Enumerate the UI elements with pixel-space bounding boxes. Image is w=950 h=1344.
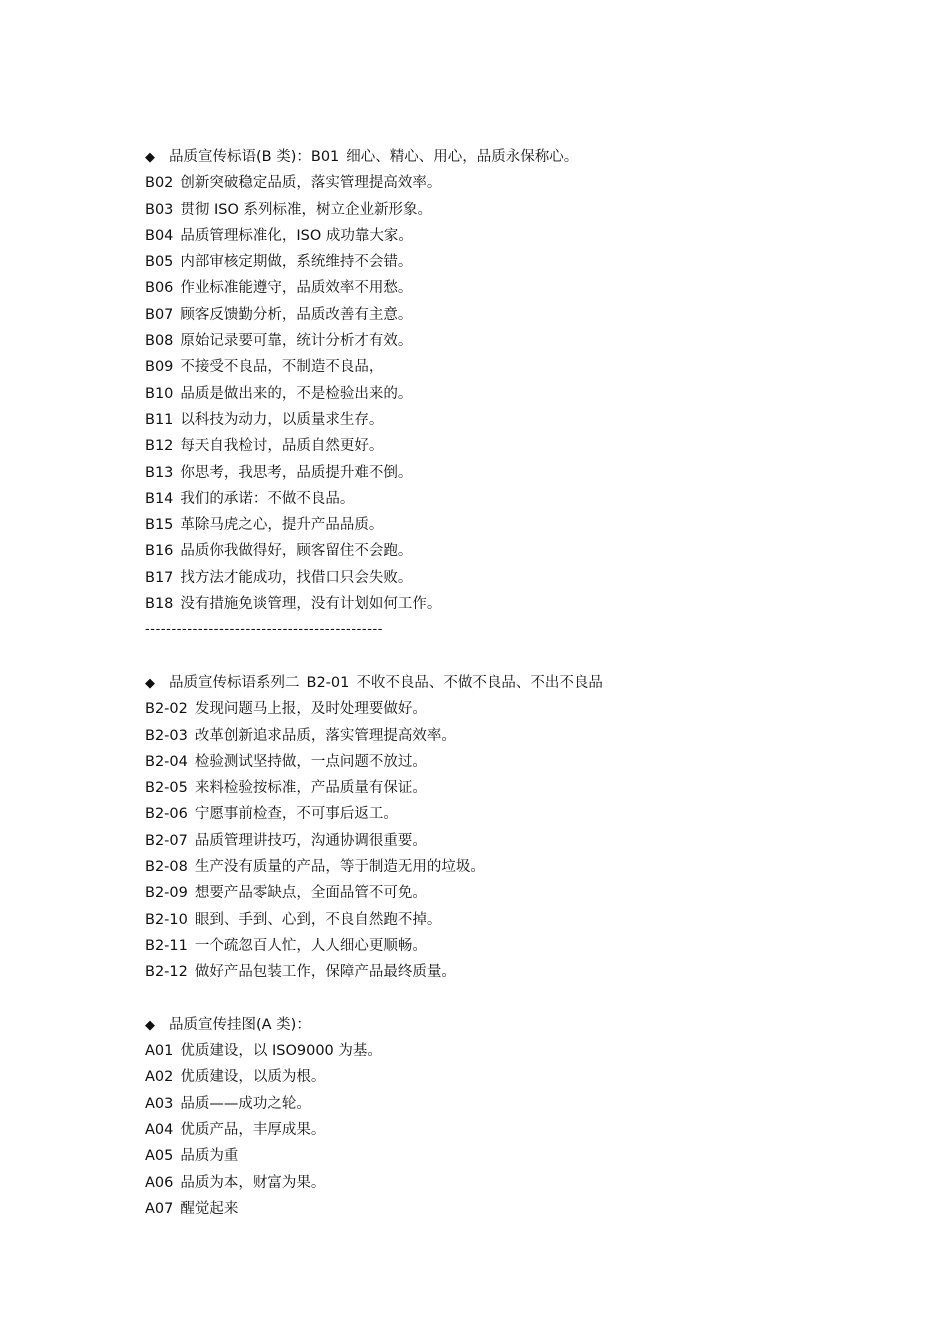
slogan-code: B2-08: [145, 859, 188, 876]
slogan-line: [145, 433, 905, 459]
slogan-text: 来料检验按标准，产品质量有保证。: [194, 780, 427, 797]
slogan-line: [145, 486, 905, 512]
slogan-text: 想要产品零缺点，全面品管不可免。: [194, 885, 427, 902]
slogan-text: 优质建设，以 ISO9000 为基。: [180, 1043, 382, 1060]
slogan-text: 优质产品，丰厚成果。: [180, 1121, 326, 1138]
slogan-text: 原始记录要可靠，统计分析才有效。: [180, 333, 413, 350]
slogan-text: 宁愿事前检查，不可事后返工。: [194, 806, 398, 823]
slogan-code: B13: [145, 464, 174, 481]
slogan-code: B2-06: [145, 806, 188, 823]
slogan-code: A05: [145, 1148, 174, 1165]
slogan-code: A06: [145, 1174, 174, 1191]
slogan-text: 醒觉起来: [180, 1200, 239, 1217]
slogan-line: [145, 1196, 905, 1222]
slogan-line: [145, 907, 905, 933]
slogan-line: [145, 381, 905, 407]
diamond-bullet-icon: ◆: [145, 675, 155, 691]
slogan-text: 我们的承诺：不做不良品。: [180, 490, 355, 507]
section-b-list: [145, 170, 905, 617]
slogan-text: 内部审核定期做，系统维持不会错。: [180, 254, 413, 271]
spacer: [145, 644, 905, 670]
slogan-code: B2-01: [306, 674, 350, 691]
slogan-line: [145, 1038, 905, 1064]
section-b2-list: [145, 696, 905, 985]
slogan-code: B07: [145, 306, 174, 323]
slogan-text: 不接受不良品，不制造不良品，: [180, 359, 384, 376]
spacer: [145, 986, 905, 1012]
slogan-text: 革除马虎之心，提升产品品质。: [180, 517, 384, 534]
slogan-code: B2-10: [145, 911, 188, 928]
slogan-code: B2-11: [145, 937, 188, 954]
slogan-code: B12: [145, 438, 174, 455]
slogan-text: 没有措施免谈管理，没有计划如何工作。: [180, 596, 442, 613]
slogan-code: A02: [145, 1069, 174, 1086]
slogan-code: B08: [145, 333, 174, 350]
slogan-code: B15: [145, 517, 174, 534]
slogan-line: [145, 591, 905, 617]
slogan-text: 你思考，我思考，品质提升难不倒。: [180, 464, 413, 481]
slogan-line: [145, 696, 905, 722]
slogan-line: [145, 538, 905, 564]
slogan-line: [145, 407, 905, 433]
slogan-code: B06: [145, 280, 174, 297]
slogan-text: 眼到、手到、心到，不良自然跑不掉。: [194, 911, 442, 928]
slogan-code: B02: [145, 175, 174, 192]
slogan-text: 每天自我检讨，品质自然更好。: [180, 438, 384, 455]
slogan-code: B18: [145, 596, 174, 613]
slogan-line: [145, 775, 905, 801]
slogan-text: 生产没有质量的产品，等于制造无用的垃圾。: [194, 859, 485, 876]
slogan-line: [145, 170, 905, 196]
slogan-line: [145, 197, 905, 223]
slogan-code: B10: [145, 385, 174, 402]
slogan-line: [145, 328, 905, 354]
slogan-code: B2-07: [145, 832, 188, 849]
slogan-code: B03: [145, 201, 174, 218]
section-b2-heading: 品质宣传标语系列二: [169, 674, 300, 691]
slogan-code: B11: [145, 411, 174, 428]
slogan-text: 检验测试坚持做，一点问题不放过。: [194, 753, 427, 770]
slogan-code: B2-05: [145, 780, 188, 797]
document-page: [145, 144, 905, 1222]
slogan-text: 作业标准能遵守，品质效率不用愁。: [180, 280, 413, 297]
diamond-bullet-icon: ◆: [145, 150, 155, 165]
section-divider: ---------------------------------------------: [145, 622, 384, 638]
slogan-line: [145, 828, 905, 854]
slogan-code: B16: [145, 543, 174, 560]
slogan-code: B14: [145, 490, 174, 507]
slogan-code: B05: [145, 254, 174, 271]
slogan-text: 品质为本，财富为果。: [180, 1174, 326, 1191]
slogan-text: 品质管理标准化，ISO 成功靠大家。: [180, 227, 413, 244]
slogan-text: 品质你我做得好，顾客留住不会跑。: [180, 543, 413, 560]
slogan-code: B04: [145, 227, 174, 244]
section-b2-heading-line: [145, 670, 905, 696]
slogan-text: 品质——成功之轮。: [180, 1095, 311, 1112]
slogan-line: [145, 302, 905, 328]
slogan-text: 一个疏忽百人忙，人人细心更顺畅。: [194, 937, 427, 954]
slogan-text: 细心、精心、用心，品质永保称心。: [346, 149, 579, 165]
section-a-heading: 品质宣传挂图(A 类)：: [169, 1016, 311, 1033]
section-b-heading: 品质宣传标语(B 类)：: [169, 149, 311, 165]
slogan-line: [145, 1117, 905, 1143]
slogan-code: A04: [145, 1121, 174, 1138]
slogan-text: 找方法才能成功，找借口只会失败。: [180, 569, 413, 586]
slogan-line: [145, 565, 905, 591]
slogan-line: [145, 275, 905, 301]
slogan-code: B2-12: [145, 964, 188, 981]
slogan-text: 不收不良品、不做不良品、不出不良品: [356, 674, 603, 691]
slogan-line: [145, 749, 905, 775]
slogan-line: [145, 1170, 905, 1196]
slogan-code: A01: [145, 1043, 174, 1060]
slogan-line: [145, 512, 905, 538]
slogan-text: 品质管理讲技巧，沟通协调很重要。: [194, 832, 427, 849]
slogan-code: B2-02: [145, 701, 188, 718]
section-b-heading-line: [145, 144, 905, 170]
slogan-line: [145, 880, 905, 906]
slogan-text: 顾客反馈勤分析，品质改善有主意。: [180, 306, 413, 323]
slogan-text: 发现问题马上报，及时处理要做好。: [194, 701, 427, 718]
slogan-line: [145, 354, 905, 380]
slogan-text: 优质建设，以质为根。: [180, 1069, 326, 1086]
slogan-line: [145, 1091, 905, 1117]
slogan-line: [145, 959, 905, 985]
slogan-code: A03: [145, 1095, 174, 1112]
slogan-line: [145, 249, 905, 275]
slogan-line: [145, 723, 905, 749]
section-a-heading-line: [145, 1012, 905, 1038]
slogan-text: 改革创新追求品质，落实管理提高效率。: [194, 727, 456, 744]
slogan-code: B01: [310, 149, 340, 165]
slogan-code: B2-09: [145, 885, 188, 902]
diamond-bullet-icon: ◆: [145, 1017, 155, 1033]
slogan-text: 品质为重: [180, 1148, 239, 1165]
slogan-code: B2-04: [145, 753, 188, 770]
slogan-line: [145, 1143, 905, 1169]
slogan-code: B2-03: [145, 727, 188, 744]
slogan-text: 创新突破稳定品质，落实管理提高效率。: [180, 175, 442, 192]
slogan-text: 以科技为动力，以质量求生存。: [180, 411, 384, 428]
slogan-line: [145, 933, 905, 959]
slogan-code: B17: [145, 569, 174, 586]
slogan-line: [145, 1064, 905, 1090]
slogan-line: [145, 801, 905, 827]
slogan-code: A07: [145, 1200, 174, 1217]
slogan-text: 做好产品包装工作，保障产品最终质量。: [194, 964, 456, 981]
slogan-line: [145, 460, 905, 486]
section-a-list: [145, 1038, 905, 1222]
slogan-line: [145, 854, 905, 880]
slogan-code: B09: [145, 359, 174, 376]
slogan-text: 贯彻 ISO 系列标准，树立企业新形象。: [180, 201, 433, 218]
slogan-line: [145, 223, 905, 249]
slogan-text: 品质是做出来的，不是检验出来的。: [180, 385, 413, 402]
